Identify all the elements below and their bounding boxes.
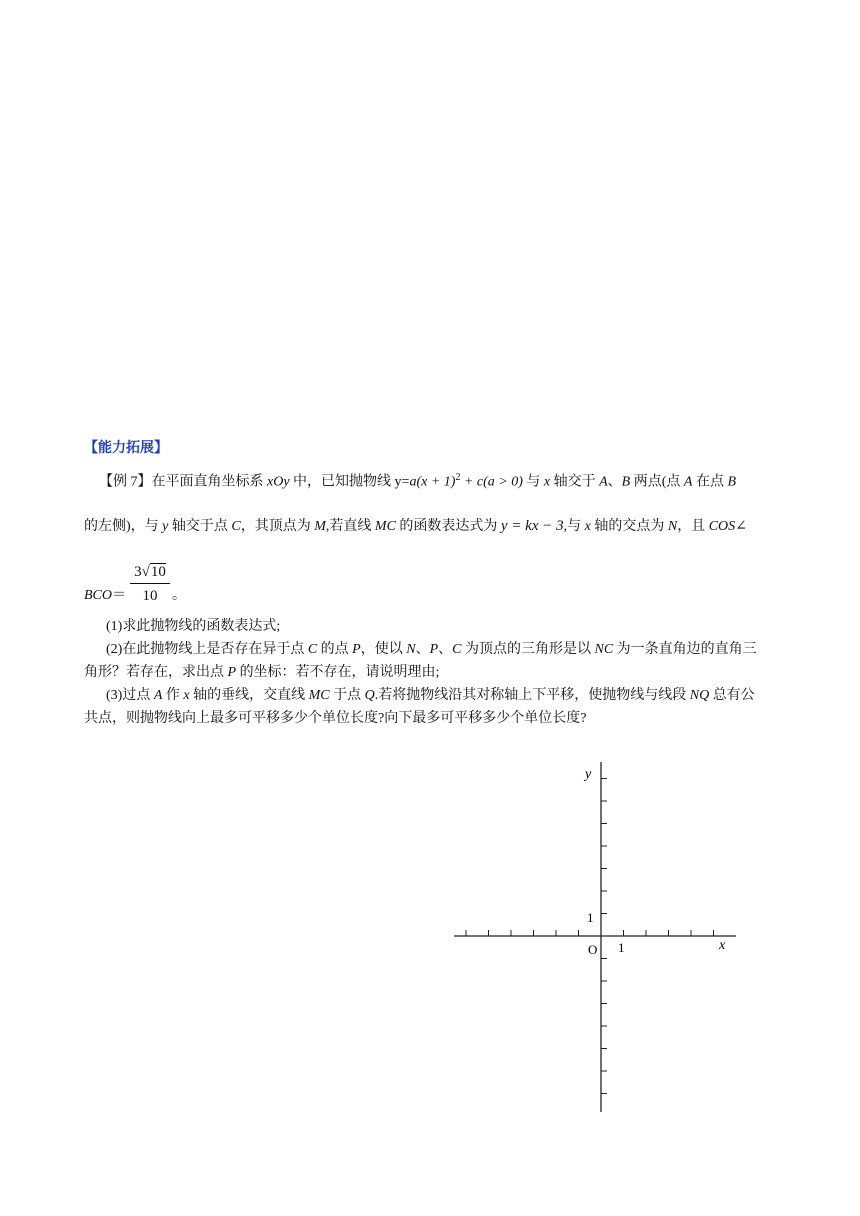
question-2-line-2: 角形？若存在，求出点 P 的坐标：若不存在，请说明理由; <box>84 665 440 680</box>
axes-lines <box>454 762 736 1112</box>
question-1: (1)求此抛物线的函数表达式; <box>106 619 281 634</box>
question-3-line-1: (3)过点 A 作 x 轴的垂线，交直线 MC 于点 Q.若将抛物线沿其对称轴上下平移，使抛物线与线段 NQ 总有公 <box>106 688 755 703</box>
origin-label: O <box>588 942 598 957</box>
x-unit-label: 1 <box>618 940 625 955</box>
parabola-formula: a(x + 1) <box>409 474 456 490</box>
section-title: 【能力拓展】 <box>84 440 168 456</box>
question-2-line-1: (2)在此抛物线上是否存在异于点 C 的点 P，使以 N、P、C 为顶点的三角形是以 NC 为一条直角边的直角三 <box>106 642 757 657</box>
x-axis-label: x <box>719 938 726 953</box>
problem-line-2: 的左侧)，与 y 轴交于点 C，其顶点为 M,若直线 MC 的函数表达式为 y = kx − 3,与 x 轴的交点为 N，且 COS∠ <box>84 518 747 534</box>
example-tag: 【例 7】 <box>99 474 152 490</box>
question-3-line-2: 共点，则抛物线向上最多可平移多少个单位长度?向下最多可平移多少个单位长度? <box>84 711 587 726</box>
y-axis-label: y <box>585 767 592 782</box>
fraction-period: 。 <box>172 588 186 603</box>
y-unit-label: 1 <box>587 910 594 925</box>
coordinate-axes <box>440 750 750 1125</box>
cos-fraction: 3√10 10 <box>130 563 170 605</box>
problem-line-1: 【例 7】在平面直角坐标系 xOy 中，已知抛物线 $y=a(x + 1)^2 + c(a > 0)$ 与 x 轴交于 A、B 两点(点 A 在点 B <box>99 472 737 490</box>
line-equation: y = kx − 3 <box>500 518 564 534</box>
problem-line-3: BCO＝ <box>84 588 126 603</box>
